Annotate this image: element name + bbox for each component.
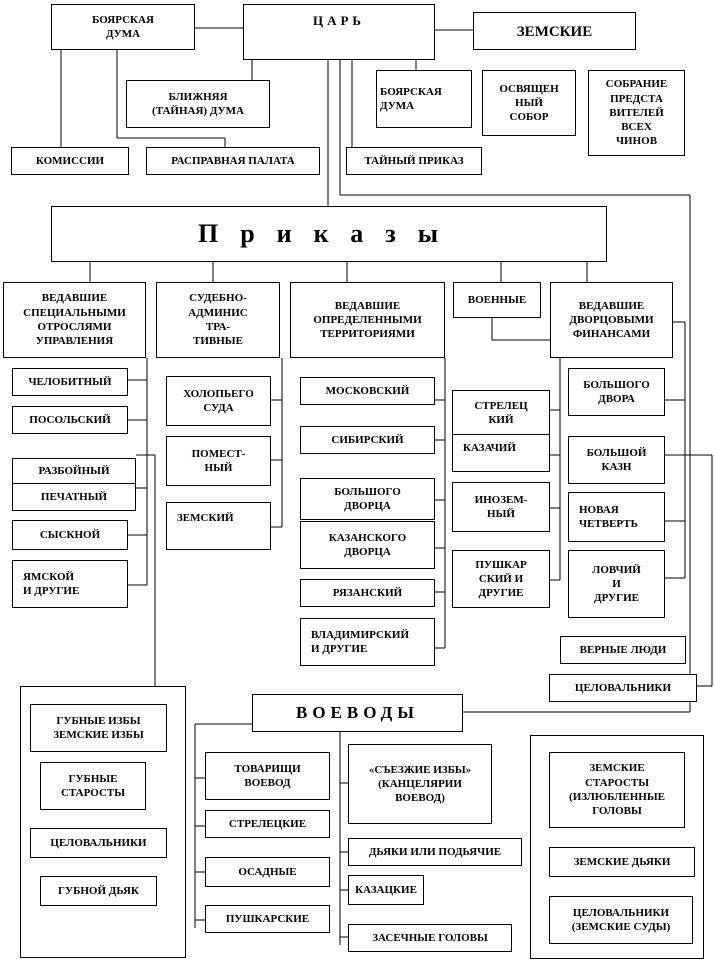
prikaz-item: ПОМЕСТ- НЫЙ (166, 436, 271, 486)
prikaz-item: НОВАЯ ЧЕТВЕРТЬ (568, 492, 665, 542)
prikaz-item: РЯЗАНСКИЙ (300, 579, 435, 607)
voevody-item: СТРЕЛЕЦКИЕ (205, 810, 330, 838)
boyar-duma-box: БОЯРСКАЯ ДУМА (51, 4, 195, 50)
prikaz-item: ПОСОЛЬСКИЙ (12, 406, 128, 434)
prikazy-box: Приказы (51, 206, 607, 262)
zemskie-item: ЦЕЛОВАЛЬНИКИ (ЗЕМСКИЕ СУДЫ) (549, 896, 693, 944)
voevody-item: ЗАСЕЧНЫЕ ГОЛОВЫ (348, 924, 512, 952)
prikaz-item: ВЛАДИМИРСКИЙ И ДРУГИЕ (300, 618, 435, 666)
prikaz-item: БОЛЬШОЙ КАЗН (568, 436, 665, 484)
prikaz-item: ХОЛОПЬЕГО СУДА (166, 376, 271, 426)
prikaz-item: КАЗАНСКОГО ДВОРЦА (300, 521, 435, 569)
sobor-boyar-duma-box: БОЯРСКАЯ ДУМА (376, 70, 472, 128)
group-military: ВОЕННЫЕ (453, 282, 541, 318)
commissions-box: КОМИССИИ (11, 147, 129, 175)
prikaz-item: ПУШКАР СКИЙ И ДРУГИЕ (452, 550, 550, 608)
zemskie-item: ЗЕМСКИЕ СТАРОСТЫ (ИЗЛЮБЛЕННЫЕ ГОЛОВЫ (549, 752, 685, 828)
voevody-item: ПУШКАРСКИЕ (205, 905, 330, 933)
prikaz-item: ЗЕМСКИЙ (166, 502, 271, 550)
raspravnaya-palata-box: РАСПРАВНАЯ ПАЛАТА (146, 147, 320, 175)
group-judicial: СУДЕБНО- АДМИНИС ТРА- ТИВНЫЕ (156, 282, 280, 358)
zemskie-item: ЗЕМСКИЕ ДЬЯКИ (549, 847, 695, 877)
gubnye-item: ЦЕЛОВАЛЬНИКИ (30, 828, 167, 858)
near-duma-box: БЛИЖНЯЯ (ТАЙНАЯ) ДУМА (126, 80, 270, 128)
secret-prikaz-box: ТАЙНЫЙ ПРИКАЗ (346, 147, 482, 175)
prikaz-item: БОЛЬШОГО ДВОРА (568, 368, 665, 416)
group-palace: ВЕДАВШИЕ ДВОРЦОВЫМИ ФИНАНСАМИ (550, 282, 673, 358)
prikaz-item: СТРЕЛЕЦ КИЙ (452, 390, 550, 436)
prikaz-item: РАЗБОЙНЫЙ (12, 458, 136, 484)
tsar-box: ЦАРЬ (243, 4, 435, 60)
prikaz-item: ЛОВЧИЙ И ДРУГИЕ (568, 550, 665, 618)
tselovalniki-box: ЦЕЛОВАЛЬНИКИ (549, 674, 697, 702)
group-territorial: ВЕДАВШИЕ ОПРЕДЕЛЕННЫМИ ТЕРРИТОРИЯМИ (290, 282, 445, 358)
prikaz-item: БОЛЬШОГО ДВОРЦА (300, 478, 435, 520)
prikaz-item: ПЕЧАТНЫЙ (12, 483, 136, 511)
prikaz-item: ИНОЗЕМ- НЫЙ (452, 482, 550, 532)
voevody-item: ДЬЯКИ ИЛИ ПОДЬЯЧИЕ (348, 838, 522, 866)
sobranie-box: СОБРАНИЕ ПРЕДСТА ВИТЕЛЕЙ ВСЕХ ЧИНОВ (588, 70, 685, 156)
zemskie-sobory-box: ЗЕМСКИЕ (473, 12, 636, 50)
prikaz-item: СЫСКНОЙ (12, 520, 128, 550)
voevody-item: КАЗАЦКИЕ (348, 875, 424, 905)
prikaz-item: КАЗАЧИЙ (452, 434, 550, 472)
gubnye-item: ГУБНЫЕ СТАРОСТЫ (40, 762, 146, 810)
voevody-box: ВОЕВОДЫ (252, 694, 463, 732)
vernye-lyudi-box: ВЕРНЫЕ ЛЮДИ (560, 636, 686, 664)
gubnye-item: ГУБНЫЕ ИЗБЫ ЗЕМСКИЕ ИЗБЫ (30, 704, 167, 752)
gubnye-item: ГУБНОЙ ДЬЯК (40, 876, 157, 906)
prikaz-item: ЧЕЛОБИТНЫЙ (12, 368, 128, 396)
voevody-item: ТОВАРИЩИ ВОЕВОД (205, 752, 330, 800)
prikaz-item: СИБИРСКИЙ (300, 426, 435, 454)
voevody-item: «СЪЕЗЖИЕ ИЗБЫ» (КАНЦЕЛЯРИИ ВОЕВОД) (348, 744, 492, 824)
osvyashchenny-sobor-box: ОСВЯЩЕН НЫЙ СОБОР (482, 70, 576, 136)
prikaz-item: ЯМСКОЙ И ДРУГИЕ (12, 560, 128, 608)
prikaz-item: МОСКОВСКИЙ (300, 377, 435, 405)
group-special: ВЕДАВШИЕ СПЕЦИАЛЬНЫМИ ОТРОСЛЯМИ УПРАВЛЕНИЯ (3, 282, 146, 358)
voevody-item: ОСАДНЫЕ (205, 857, 330, 887)
